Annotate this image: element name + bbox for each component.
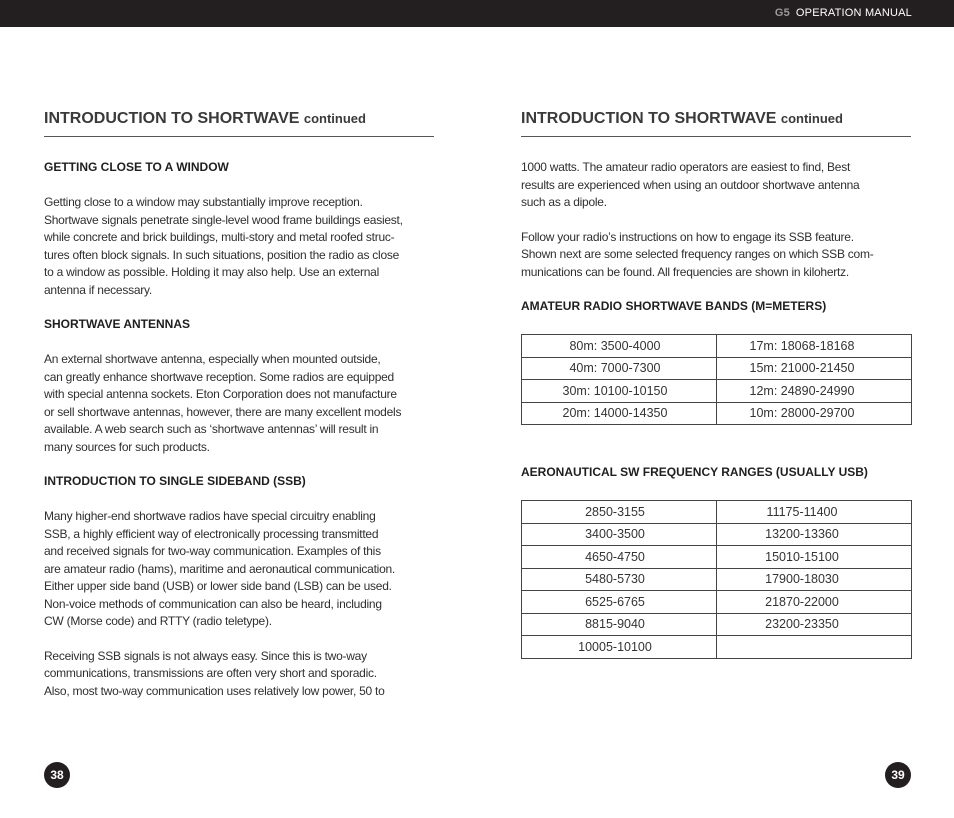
- table-cell: 5480-5730: [522, 568, 717, 591]
- paragraph-power: 1000 watts. The amateur radio operators are easiest to find, Best results are experienced when using an outdoor shortwave antenna such as a dipole.: [521, 160, 860, 209]
- aeronautical-table: [521, 500, 912, 659]
- table-cell: 20m: 14000-14350: [522, 402, 717, 425]
- paragraph-antennas: An external shortwave antenna, especially when mounted outside, can greatly enhance shortwave reception. Some radios are equipped with special antenna sockets. Eton Corporation does not manufacture or sell shortwave antennas, however, there are many excellent models available. A web search such as ‘shortwave antennas’ will result in many sources for such products.: [44, 352, 402, 454]
- amateur-bands-heading: AMATEUR RADIO SHORTWAVE BANDS (M=METERS): [521, 299, 827, 313]
- model-name: G5: [774, 7, 790, 19]
- table-row: [522, 357, 912, 380]
- table-cell: 10005-10100: [522, 636, 717, 659]
- table-cell: 13200-13360: [717, 523, 912, 546]
- table-cell: 17m: 18068-18168: [717, 335, 912, 358]
- table-row: [522, 402, 912, 425]
- table-row: [522, 613, 912, 636]
- paragraph-window: Getting close to a window may substantially improve reception. Shortwave signals penetrate single-level wood frame buildings easiest, while concrete and brick buildings, multi-story and metal roofed struc- tures often block signals. In such situations, position the radio as close to a window as possible. Holding it may also help. Use an external antenna if necessary.: [44, 195, 403, 297]
- table-cell: 8815-9040: [522, 613, 717, 636]
- title-continued: continued: [780, 111, 843, 126]
- paragraph-ssb: Many higher-end shortwave radios have special circuitry enabling SSB, a highly efficient way of electronically processing transmitted and received signals for two-way communication. Examples of this are amateur radio (hams), maritime and aeronautical communication. Either upper side band (USB) or lower side band (LSB) can be used. Non-voice methods of communication can also be heard, including CW (Morse code) and RTTY (radio teletype).: [44, 509, 395, 628]
- table-cell: 15m: 21000-21450: [717, 357, 912, 380]
- page-number-left: 38: [44, 762, 70, 788]
- table-row: [522, 501, 912, 524]
- table-cell: 40m: 7000-7300: [522, 357, 717, 380]
- table-cell: 6525-6765: [522, 591, 717, 614]
- paragraph-ssb-feature: Follow your radio’s instructions on how to engage its SSB feature. Shown next are some selected frequency ranges on which SSB com- munications can be found. All frequencies are shown in kilohertz.: [521, 229, 874, 279]
- table-row: [522, 568, 912, 591]
- table-cell: 21870-22000: [717, 591, 912, 614]
- table-cell: 3400-3500: [522, 523, 717, 546]
- table-row: [522, 591, 912, 614]
- running-header: [775, 7, 912, 19]
- table-cell: [717, 636, 912, 659]
- top-header-bar: [0, 0, 954, 27]
- section-heading-window: GETTING CLOSE TO A WINDOW: [44, 160, 229, 174]
- table-cell: 4650-4750: [522, 546, 717, 569]
- manual-title: OPERATION MANUAL: [795, 7, 912, 19]
- left-page: [44, 110, 434, 700]
- aeronautical-heading: AERONAUTICAL SW FREQUENCY RANGES (USUALLY USB): [521, 465, 868, 479]
- right-page: [521, 110, 911, 659]
- table-row: [522, 636, 912, 659]
- table-cell: 10m: 28000-29700: [717, 402, 912, 425]
- table-row: [522, 523, 912, 546]
- title-continued: continued: [303, 111, 366, 126]
- table-cell: 11175-11400: [717, 501, 912, 524]
- section-heading-ssb: INTRODUCTION TO SINGLE SIDEBAND (SSB): [44, 474, 306, 488]
- section-heading-antennas: SHORTWAVE ANTENNAS: [44, 317, 191, 331]
- page-number-right: 39: [885, 762, 911, 788]
- paragraph-ssb-receiving: Receiving SSB signals is not always easy. Since this is two-way communications, transmissions are often very short and sporadic. Also, most two-way communication uses relatively low power, 50 to: [44, 648, 385, 698]
- table-cell: 30m: 10100-10150: [522, 380, 717, 403]
- amateur-bands-table: [521, 334, 912, 425]
- table-cell: 23200-23350: [717, 613, 912, 636]
- table-cell: 80m: 3500-4000: [522, 335, 717, 358]
- table-cell: 12m: 24890-24990: [717, 380, 912, 403]
- right-page-title: INTRODUCTION TO SHORTWAVE continued: [521, 110, 911, 137]
- table-row: [522, 546, 912, 569]
- table-row: [522, 335, 912, 358]
- table-cell: 17900-18030: [717, 568, 912, 591]
- table-row: [522, 380, 912, 403]
- table-cell: 15010-15100: [717, 546, 912, 569]
- table-cell: 2850-3155: [522, 501, 717, 524]
- left-page-title: INTRODUCTION TO SHORTWAVE continued: [44, 110, 434, 137]
